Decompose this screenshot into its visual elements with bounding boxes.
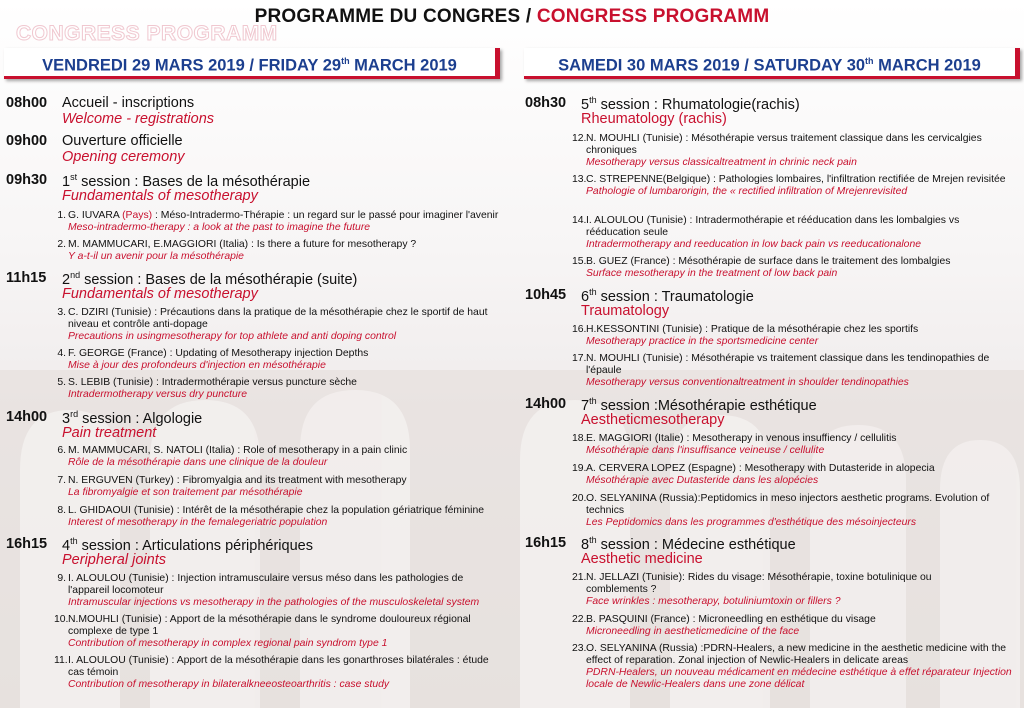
talk-item: 17. N. MOUHLI (Tunisie) : Mésothérapie vs traitement classique dans les tendinopathies de l'épaule Mesotherapy versus conventionaltreatment in shoulder tendinopathies: [572, 353, 990, 388]
friday-banner: VENDREDI 29 MARS 2019 / FRIDAY 29th MARCH 2019: [4, 48, 500, 79]
talk-item: 10. N.MOUHLI (Tunisie) : Apport de la mésothérapie dans le syndrome douloureux régional complexe de type 1 Contribution of mesotherapy in complex regional pain syndrom type 1: [54, 614, 471, 649]
session-title: 8th session : Médecine esthétique: [581, 535, 796, 553]
session-time: 09h00: [6, 133, 48, 149]
session-time: 10h45: [525, 287, 567, 303]
session-title: 1st session : Bases de la mésothérapie: [62, 172, 311, 190]
session-time: 09h30: [6, 172, 48, 188]
saturday-banner: SAMEDI 30 MARS 2019 / SATURDAY 30th MARCH 2019: [524, 48, 1020, 79]
talk-item: 20. O. SELYANINA (Russia):Peptidomics in meso injectors aesthetic programs. Evolution of technics Les Peptidomics dans les programmes d'esthétique des mésoinjecteurs: [572, 493, 990, 528]
session-time: 11h15: [6, 270, 47, 286]
session-subtitle: Traumatology: [581, 303, 670, 319]
session-subtitle: Peripheral joints: [62, 552, 166, 568]
talk-item: 19. A. CERVERA LOPEZ (Espagne) : Mesotherapy with Dutasteride in alopecia Mésothérapie avec Dutasteride dans les alopécies: [572, 463, 935, 486]
session-title: 7th session :Mésothérapie esthétique: [581, 396, 817, 414]
talk-item: 21. N. JELLAZI (Tunisie): Rides du visage: Mésothérapie, toxine botulinique ou comblements ? Face wrinkles : mesotherapy, botuliniumtoxin or fillers ?: [572, 572, 932, 607]
talk-item: 1. G. IUVARA (Pays) : Méso-Intradermo-Thérapie : un regard sur le passé pour imaginer l'avenir Meso-intradermo-therapy : a look at the past to imagine the future: [57, 210, 499, 233]
session-subtitle: Fundamentals of mesotherapy: [62, 188, 258, 204]
title-french: PROGRAMME DU CONGRES /: [254, 6, 537, 27]
session-time: 16h15: [525, 535, 567, 551]
session-time: 14h00: [525, 396, 567, 412]
session-time: 08h00: [6, 95, 48, 111]
talk-item: 7. N. ERGUVEN (Turkey) : Fibromyalgia and its treatment with mesotherapy La fibromyalgie et son traitement par mésothérapie: [57, 475, 407, 498]
talk-item: 12. N. MOUHLI (Tunisie) : Mésothérapie versus traitement classique dans les cervicalgies chroniques Mesotherapy versus classicaltreatment in chrinic neck pain: [572, 133, 982, 168]
talk-item: 22. B. PASQUINI (France) : Microneedling en esthétique du visage Microneedling in aestheticmedicine of the face: [572, 614, 876, 637]
title-english: CONGRESS PROGRAMM: [536, 6, 770, 27]
session-subtitle: Fundamentals of mesotherapy: [62, 286, 258, 302]
talk-item: 2. M. MAMMUCARI, E.MAGGIORI (Italia) : Is there a future for mesotherapy ? Y a-t-il un avenir pour la mésothérapie: [57, 239, 417, 262]
session-title: 4th session : Articulations périphériques: [62, 536, 313, 554]
session-subtitle: Rheumatology (rachis): [581, 111, 727, 127]
talk-item: 9. I. ALOULOU (Tunisie) : Injection intramusculaire versus méso dans les pathologies de l'appareil locomoteur Intramuscular injections vs mesotherapy in the pathologies of the musculoskeletal system: [57, 573, 480, 608]
session-subtitle: Aesthetic medicine: [581, 551, 703, 567]
session-title: 2nd session : Bases de la mésothérapie (suite): [62, 270, 358, 288]
talk-item: 13. C. STREPENNE(Belgique) : Pathologies lombaires, l'infiltration rectifiée de Mrejen revisitée Pathologie of lumbarorigin, the « rectified infiltration of Mrejenrevisited: [572, 174, 1006, 197]
session-subtitle: Welcome - registrations: [62, 111, 215, 127]
talk-item: 15. B. GUEZ (France) : Mésothérapie de surface dans le traitement des lombalgies Surface mesotherapy in the treatment of low back pain: [572, 256, 951, 279]
session-time: 16h15: [6, 536, 48, 552]
talk-item: 6. M. MAMMUCARI, S. NATOLI (Italia) : Role of mesotherapy in a pain clinic Rôle de la mésothérapie dans une clinique de la douleur: [57, 445, 408, 468]
session-title: 6th session : Traumatologie: [581, 287, 754, 305]
session-subtitle: Aestheticmesotherapy: [581, 412, 725, 428]
talk-item: 8. L. GHIDAOUI (Tunisie) : Intérêt de la mésothérapie chez la population gériatrique féminine Interest of mesotherapy in the femalegeriatric population: [57, 505, 485, 528]
talk-item: 16. H.KESSONTINI (Tunisie) : Pratique de la mésothérapie chez les sportifs Mesotherapy practice in the sportsmedicine center: [572, 324, 919, 347]
session-title: 3rd session : Algologie: [62, 409, 203, 427]
session-title: Ouverture officielle: [62, 133, 183, 149]
talk-item: 14. I. ALOULOU (Tunisie) : Intradermothérapie et rééducation dans les lombalgies vs rééducation seule Intradermotherapy and reeducation in low back pain vs reeducationalone: [572, 215, 960, 250]
talk-item: 18. E. MAGGIORI (Italie) : Mesotherapy in venous insuffiency / cellulitis Mésothérapie dans l'insuffisance veineuse / cellulite: [572, 433, 897, 456]
talk-item: 11. I. ALOULOU (Tunisie) : Apport de la mésothérapie dans les gonarthroses bilatérales : étude cas témoin Contribution of mesotherapy in bilateralkneeosteoarthritis : case study: [54, 655, 489, 690]
session-subtitle: Opening ceremony: [62, 149, 185, 165]
title-watermark: CONGRESS PROGRAMM: [16, 22, 278, 45]
session-time: 14h00: [6, 409, 48, 425]
page-title: [0, 6, 1024, 28]
session-subtitle: Pain treatment: [62, 425, 157, 441]
talk-item: 5. S. LEBIB (Tunisie) : Intradermothérapie versus puncture sèche Intradermotherapy versus dry puncture: [57, 377, 357, 400]
session-title: Accueil - inscriptions: [62, 95, 195, 111]
talk-item: 3. C. DZIRI (Tunisie) : Précautions dans la pratique de la mésothérapie chez le sportif de haut niveau et contrôle anti-dopage Precautions in usingmesotherapy for top athlete and anti doping control: [57, 307, 488, 342]
session-title: 5th session : Rhumatologie(rachis): [581, 95, 800, 113]
talk-item: 4. F. GEORGE (France) : Updating of Mesotherapy injection Depths Mise à jour des profondeurs d'injection en mésothérapie: [57, 348, 369, 371]
session-time: 08h30: [525, 95, 567, 111]
talk-item: 23. O. SELYANINA (Russia) :PDRN-Healers, a new medicine in the aesthetic medicine with the effect of reparation. Zonal injection of Newlic-Healers in delicate areas PDRN-Healers, un nouveau médicament en médecine esthétique à effet réparateur Injection locale de Newlic-Healers dans une zone délicat: [572, 643, 1012, 690]
